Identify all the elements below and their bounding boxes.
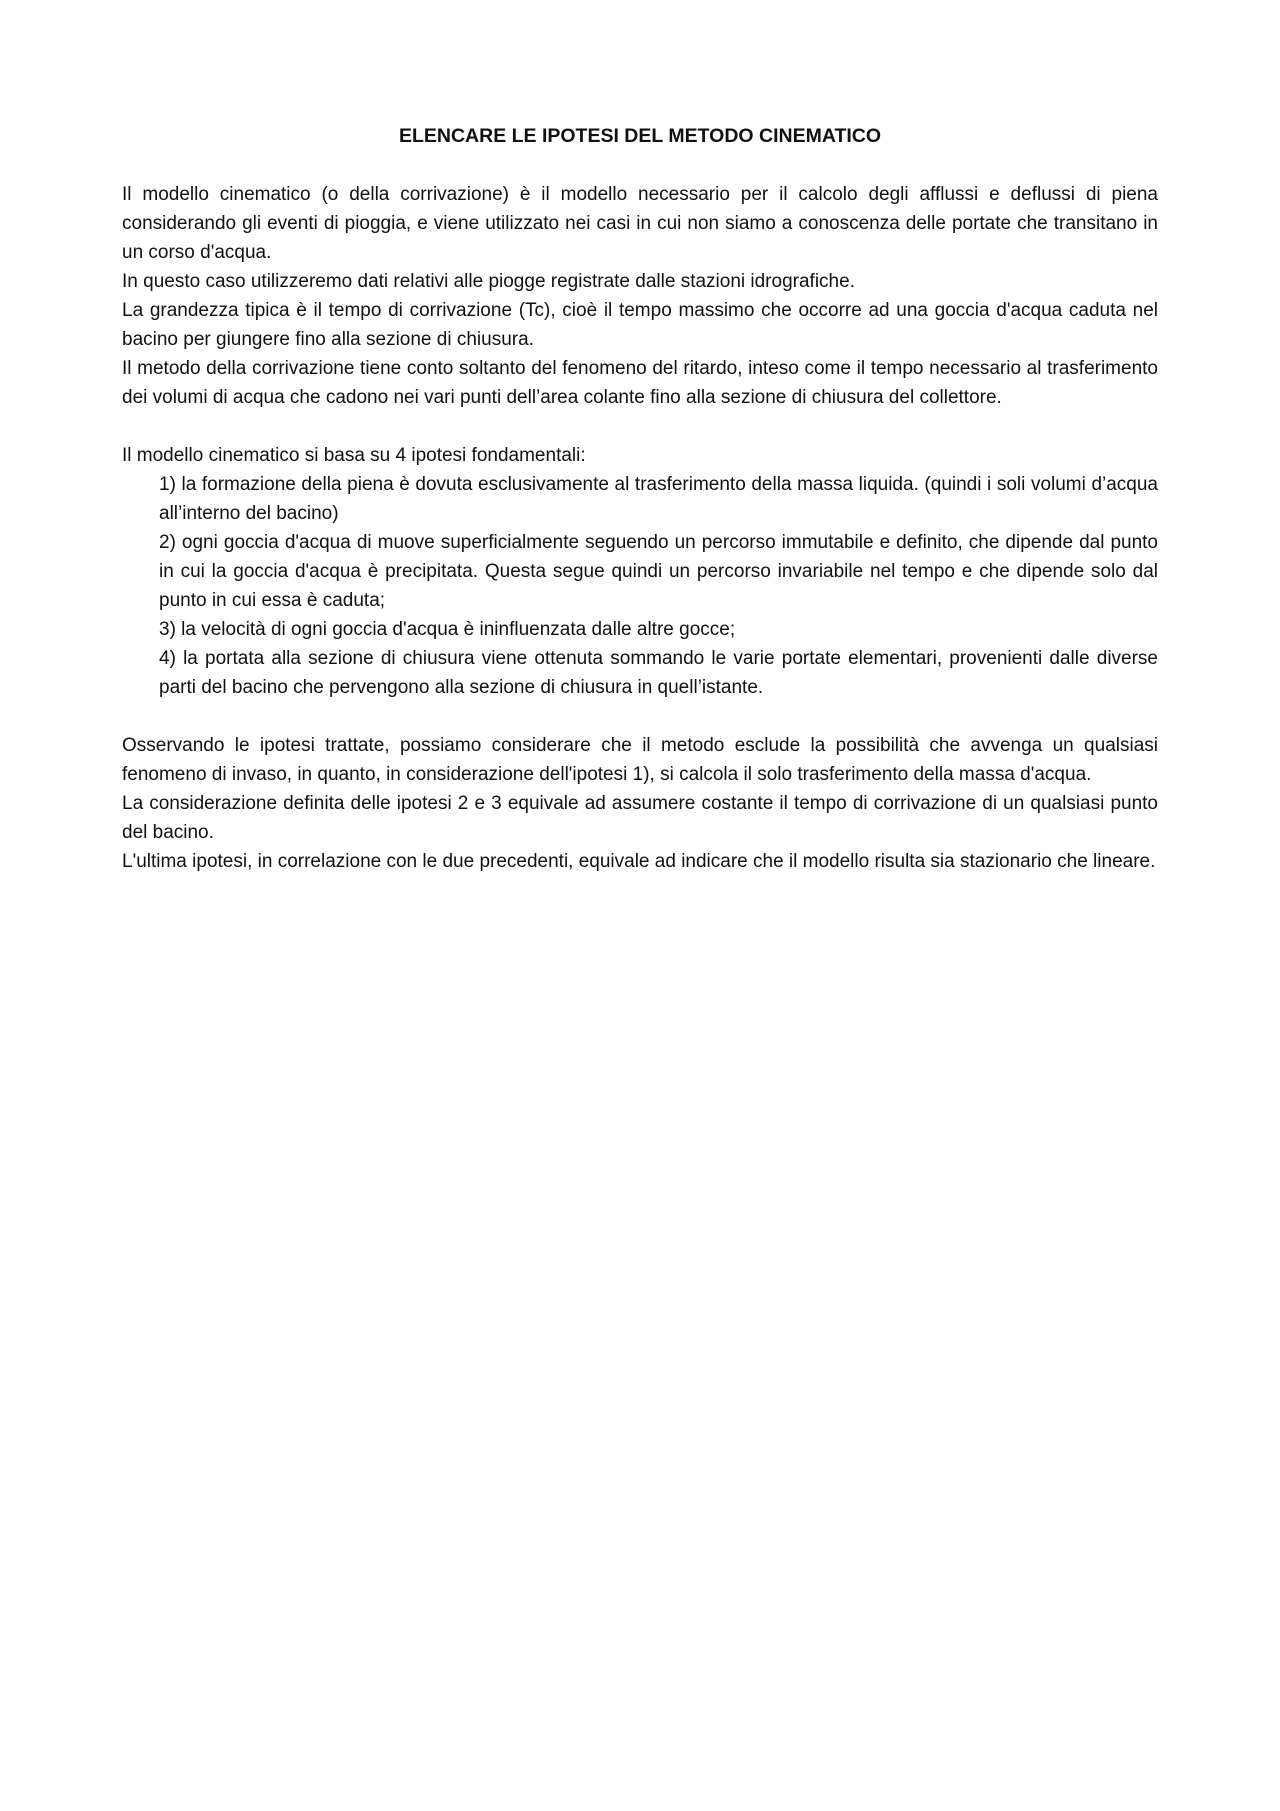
conclusion-paragraph: Osservando le ipotesi trattate, possiamo considerare che il metodo esclude la possibilità che avvenga un qualsiasi fenomeno di invaso, in quanto, in considerazione dell'ipotesi 1), si calcola il solo trasferimento della massa d'acqua. — [122, 735, 1158, 785]
intro-paragraph: La grandezza tipica è il tempo di corrivazione (Tc), cioè il tempo massimo che occorre ad una goccia d'acqua caduta nel bacino per giungere fino alla sezione di chiusura. — [122, 300, 1158, 350]
paragraph-spacer — [122, 702, 1158, 731]
hypotheses-section — [122, 441, 1158, 702]
conclusion-paragraph: L'ultima ipotesi, in correlazione con le due precedenti, equivale ad indicare che il modello risulta sia stazionario che lineare. — [122, 851, 1156, 872]
document-content — [122, 122, 1158, 876]
intro-section — [122, 180, 1158, 412]
hypothesis-item: 4) la portata alla sezione di chiusura viene ottenuta sommando le varie portate elementari, provenienti dalle diverse parti del bacino che pervengono alla sezione di chiusura in quell’istante. — [159, 648, 1158, 698]
hypothesis-item: 2) ogni goccia d'acqua di muove superficialmente seguendo un percorso immutabile e definito, che dipende dal punto in cui la goccia d'acqua è precipitata. Questa segue quindi un percorso invariabile nel tempo e che dipende solo dal punto in cui essa è caduta; — [159, 532, 1158, 611]
hypotheses-intro: Il modello cinematico si basa su 4 ipotesi fondamentali: — [122, 445, 586, 466]
intro-paragraph: Il metodo della corrivazione tiene conto soltanto del fenomeno del ritardo, inteso come il tempo necessario al trasferimento dei volumi di acqua che cadono nei vari punti dell’area colante fino alla sezione di chiusura del collettore. — [122, 358, 1158, 408]
hypothesis-item: 3) la velocità di ogni goccia d'acqua è ininfluenzata dalle altre gocce; — [159, 619, 736, 640]
hypothesis-item: 1) la formazione della piena è dovuta esclusivamente al trasferimento della massa liquida. (quindi i soli volumi d’acqua all’interno del bacino) — [159, 474, 1158, 524]
conclusion-paragraph: La considerazione definita delle ipotesi 2 e 3 equivale ad assumere costante il tempo di corrivazione di un qualsiasi punto del bacino. — [122, 793, 1158, 843]
document-title: ELENCARE LE IPOTESI DEL METODO CINEMATICO — [398, 125, 882, 147]
intro-paragraph: In questo caso utilizzeremo dati relativi alle piogge registrate dalle stazioni idrografiche. — [122, 271, 855, 292]
conclusions-section — [122, 731, 1158, 876]
paragraph-spacer — [122, 412, 1158, 441]
hypotheses-list — [122, 470, 1158, 702]
intro-paragraph: Il modello cinematico (o della corrivazione) è il modello necessario per il calcolo degli afflussi e deflussi di piena considerando gli eventi di pioggia, e viene utilizzato nei casi in cui non siamo a conoscenza delle portate che transitano in un corso d'acqua. — [122, 184, 1158, 263]
